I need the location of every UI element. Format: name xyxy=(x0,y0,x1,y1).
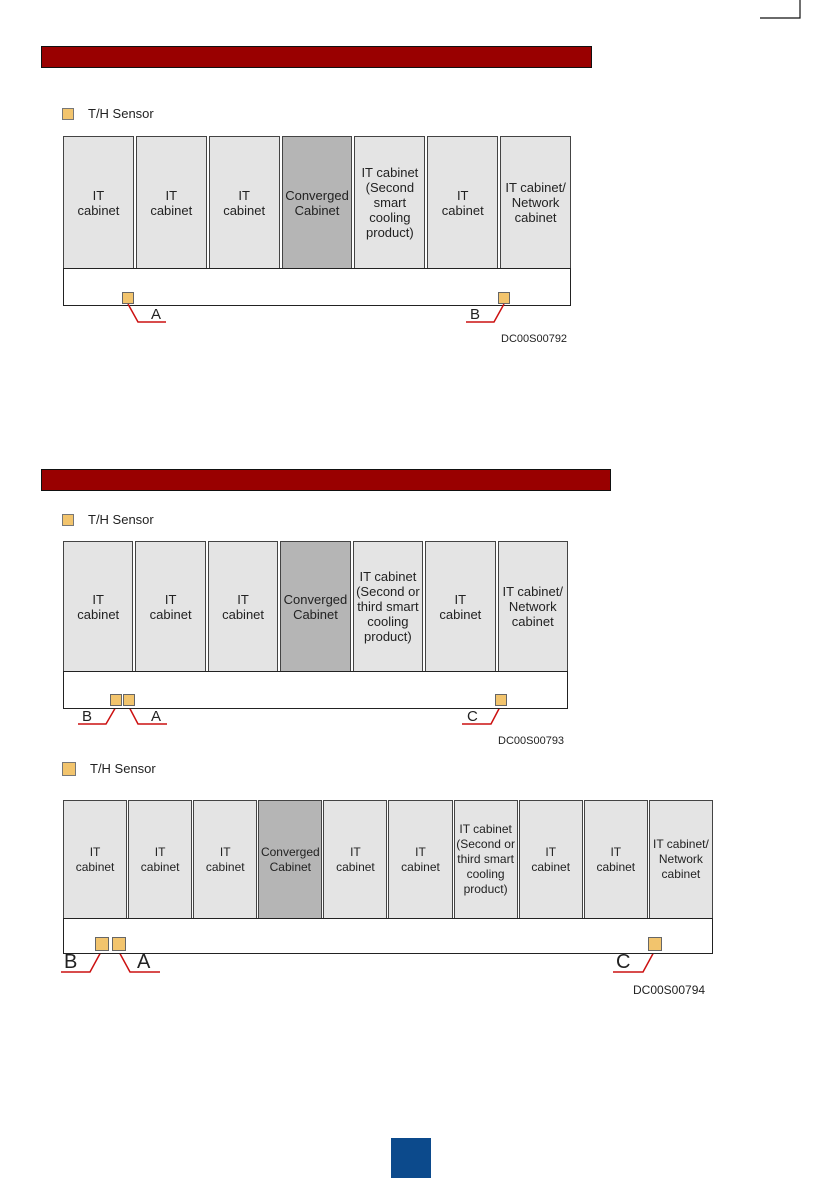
cabinet-network: IT cabinet/ Network cabinet xyxy=(500,136,571,269)
sensor-legend-icon xyxy=(62,762,76,776)
cabinet: IT cabinet xyxy=(425,541,495,672)
t-h-sensor-b xyxy=(95,937,109,951)
cabinet: IT cabinet xyxy=(323,800,387,919)
cabinet: IT cabinet xyxy=(63,136,134,269)
cabinet: IT cabinet xyxy=(128,800,192,919)
cabinet: IT cabinet xyxy=(136,136,207,269)
t-h-sensor-c xyxy=(648,937,662,951)
legend-label: T/H Sensor xyxy=(90,761,156,776)
cabinet: IT cabinet xyxy=(584,800,648,919)
cabinet-smart-cooling: IT cabinet (Second smart cooling product) xyxy=(354,136,425,269)
sensor-legend-icon xyxy=(62,514,74,526)
figure-code: DC00S00793 xyxy=(498,735,565,747)
sensor-label-b: B xyxy=(470,306,481,323)
sensor-label-a: A xyxy=(151,708,162,725)
cabinet-layout-diagram-3 xyxy=(63,800,713,954)
sensor-label-b: B xyxy=(64,951,78,973)
cabinet-network: IT cabinet/ Network cabinet xyxy=(649,800,713,919)
cabinet: IT cabinet xyxy=(135,541,205,672)
t-h-sensor-c xyxy=(495,694,507,706)
cabinet: IT cabinet xyxy=(63,800,127,919)
converged-cabinet: Converged Cabinet xyxy=(282,136,353,269)
cabinet: IT cabinet xyxy=(63,541,133,672)
cabinet: IT cabinet xyxy=(208,541,278,672)
cabinet-layout-diagram-2 xyxy=(63,541,568,709)
aisle-floor xyxy=(63,918,713,954)
figure-code: DC00S00792 xyxy=(501,333,568,345)
legend-label: T/H Sensor xyxy=(88,106,154,121)
sensor-label-c: C xyxy=(467,708,478,725)
cabinet: IT cabinet xyxy=(519,800,583,919)
cabinet: IT cabinet xyxy=(388,800,452,919)
t-h-sensor-a xyxy=(112,937,126,951)
converged-cabinet: Converged Cabinet xyxy=(258,800,322,919)
t-h-sensor-b xyxy=(110,694,122,706)
cabinet: IT cabinet xyxy=(209,136,280,269)
converged-cabinet: Converged Cabinet xyxy=(280,541,350,672)
sensor-label-c: C xyxy=(616,951,631,973)
cabinet-smart-cooling: IT cabinet (Second or third smart cooling product) xyxy=(454,800,518,919)
legend-label: T/H Sensor xyxy=(88,512,154,527)
sensor-label-b: B xyxy=(82,708,93,725)
aisle-floor xyxy=(63,671,568,709)
legend-t-h-sensor-3 xyxy=(62,761,156,776)
cabinet: IT cabinet xyxy=(193,800,257,919)
page-number-badge xyxy=(391,1138,431,1178)
figure-code: DC00S00794 xyxy=(633,983,706,997)
cabinet-network: IT cabinet/ Network cabinet xyxy=(498,541,568,672)
cabinet-smart-cooling: IT cabinet (Second or third smart cooling product) xyxy=(353,541,423,672)
legend-t-h-sensor-2 xyxy=(62,512,154,527)
sensor-label-a: A xyxy=(137,951,151,973)
cabinet: IT cabinet xyxy=(427,136,498,269)
t-h-sensor-a xyxy=(123,694,135,706)
sensor-label-a: A xyxy=(151,306,162,323)
